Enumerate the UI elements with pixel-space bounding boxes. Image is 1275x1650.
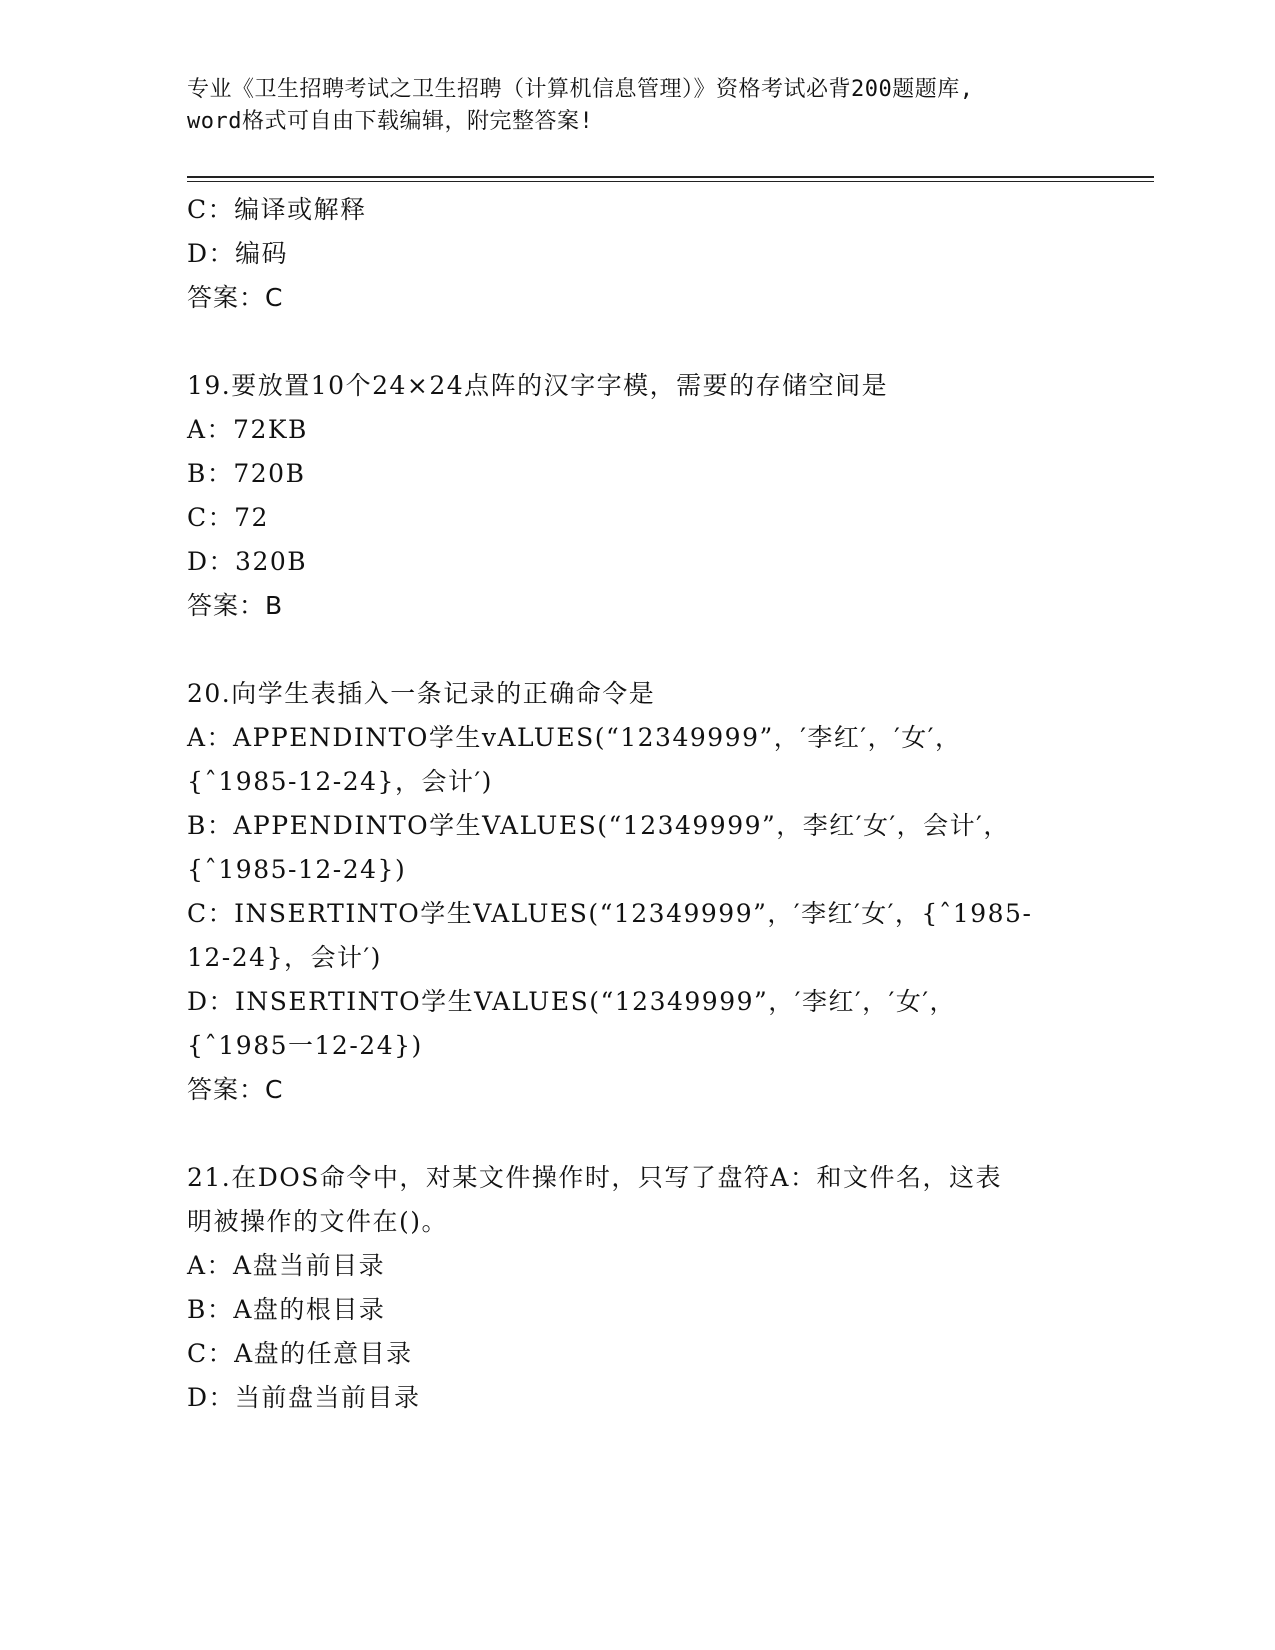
q21-option-b: B：A盘的根目录 (187, 1295, 386, 1324)
q18-answer: 答案：C (187, 283, 284, 312)
q19-answer: 答案：B (187, 591, 284, 620)
q20-option-b: B：APPENDINTO学生VALUES(“12349999”，李红′女′，会计′， (187, 811, 1010, 840)
header-title-line-1: 专业《卫生招聘考试之卫生招聘（计算机信息管理）》资格考试必背200题题库, (187, 77, 974, 102)
q18-option-d: D：编码 (187, 239, 289, 268)
q20-answer: 答案：C (187, 1075, 284, 1104)
q21-option-c: C：A盘的任意目录 (187, 1339, 413, 1368)
q19-option-a: A：72KB (187, 415, 308, 444)
q20-option-d-cont: {ˆ1985一12-24}) (187, 1031, 423, 1060)
q18-option-c: C：编译或解释 (187, 195, 367, 224)
header-title-line-2: word格式可自由下载编辑，附完整答案! (187, 109, 594, 134)
q21-stem-cont: 明被操作的文件在()。 (187, 1207, 449, 1236)
q20-option-c: C：INSERTINTO学生VALUES(“12349999”，′李红′女′，{ˆ1985- (187, 899, 1033, 928)
q21-stem: 21.在DOS命令中，对某文件操作时，只写了盘符A：和文件名，这表 (187, 1163, 1002, 1192)
document-header (187, 74, 1087, 138)
q20-stem: 20.向学生表插入一条记录的正确命令是 (187, 679, 656, 708)
q20-option-c-cont: 12-24}，会计′) (187, 943, 382, 972)
q20-option-d: D：INSERTINTO学生VALUES(“12349999”，′李红′，′女′， (187, 987, 957, 1016)
header-divider-thick (187, 176, 1154, 178)
q19-option-c: C：72 (187, 503, 269, 532)
header-divider-thin (187, 181, 1154, 182)
q20-option-a: A：APPENDINTO学生vALUES(“12349999”，′李红′，′女′， (187, 723, 962, 752)
q20-option-a-cont: {ˆ1985-12-24}，会计′) (187, 767, 493, 796)
q19-option-d: D：320B (187, 547, 308, 576)
q21-option-a: A：A盘当前目录 (187, 1251, 386, 1280)
q20-option-b-cont: {ˆ1985-12-24}) (187, 855, 407, 884)
q21-option-d: D：当前盘当前目录 (187, 1383, 421, 1412)
q19-option-b: B：720B (187, 459, 306, 488)
q19-stem: 19.要放置10个24×24点阵的汉字字模，需要的存储空间是 (187, 371, 889, 400)
